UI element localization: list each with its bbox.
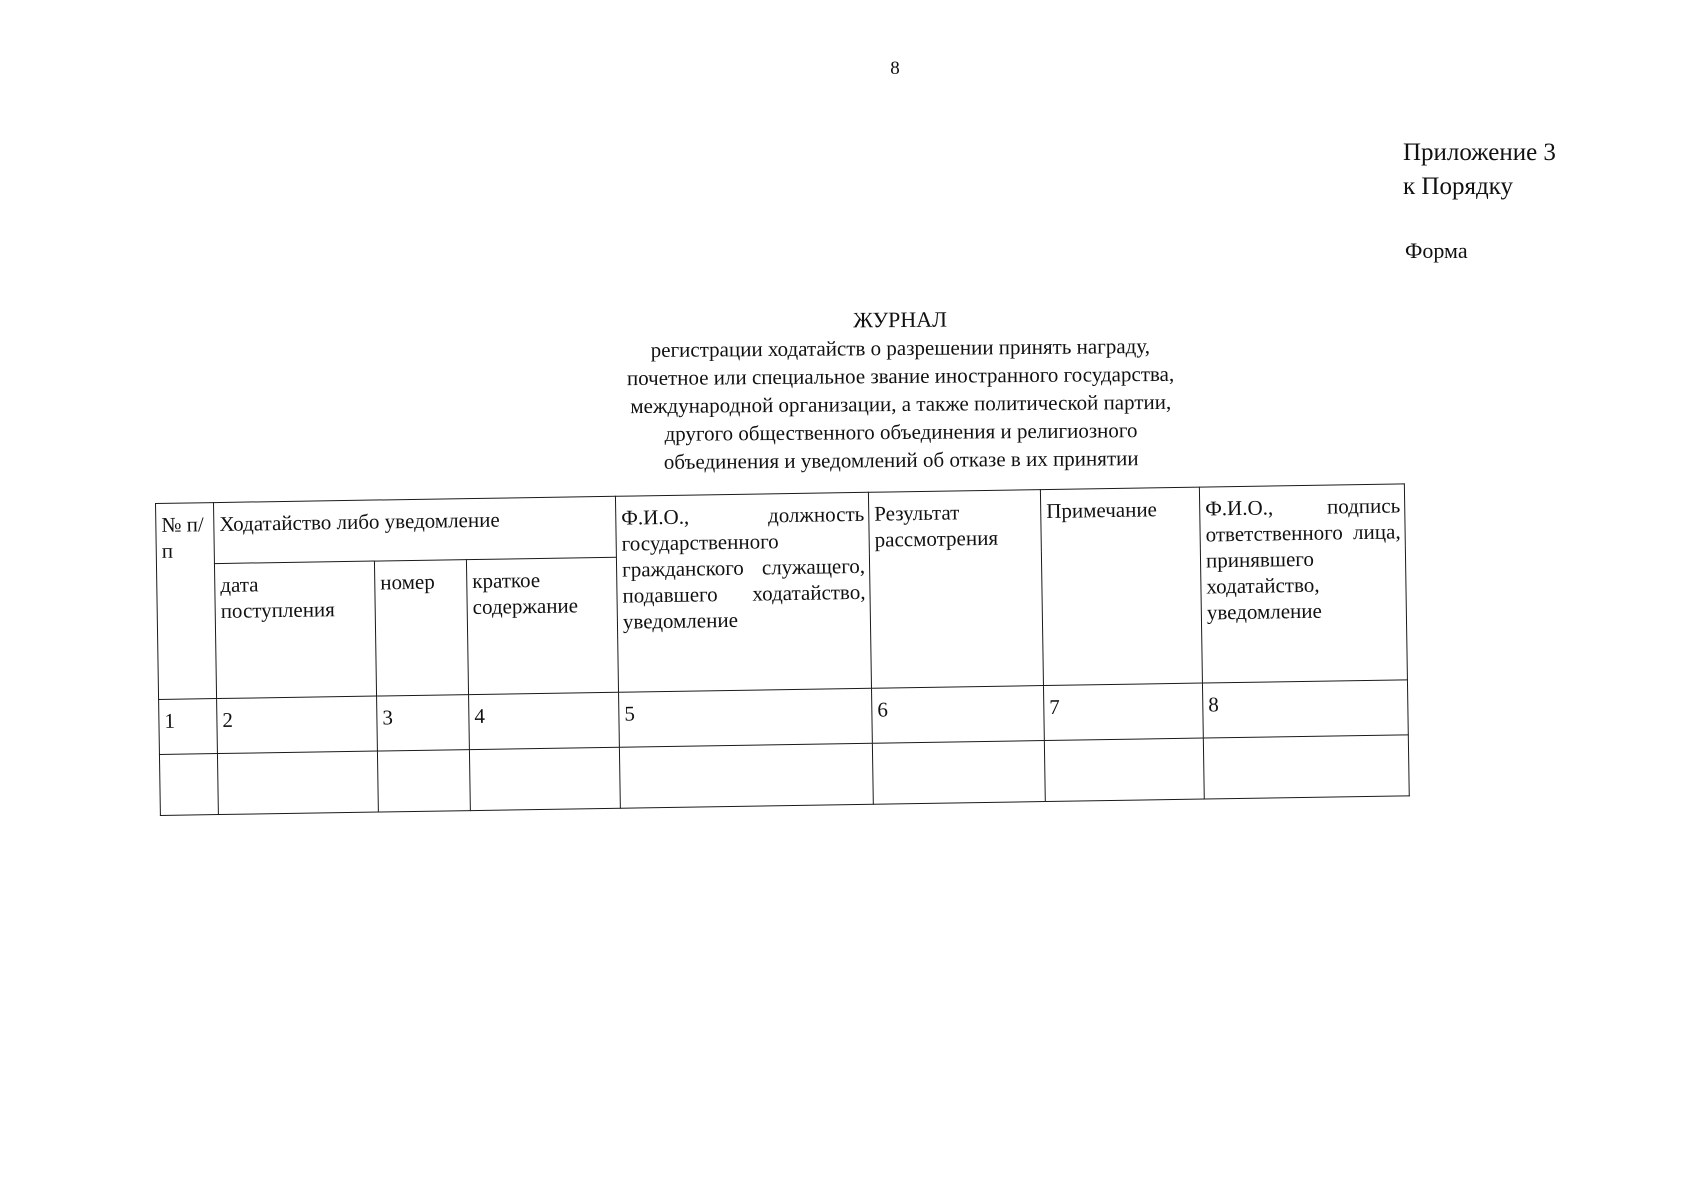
title-line: регистрации ходатайств о разрешении принять награду, [650,334,1151,362]
empty-cell [872,741,1045,805]
column-number: 8 [1202,680,1408,738]
appendix-line-2: к Порядку [1403,173,1513,200]
title-line: объединения и уведомлений об отказе в их принятии [663,446,1139,474]
header-date: дата поступления [214,561,376,698]
empty-cell [1203,735,1409,799]
empty-cell [217,751,378,815]
header-num: № п/п [156,503,217,700]
title-line: другого общественного объединения и религиозного [664,418,1138,446]
journal-table [155,483,1410,816]
header-petition-group: Ходатайство либо уведомление [214,496,617,563]
column-number: 6 [871,686,1044,744]
appendix-line-1: Приложение 3 [1403,139,1556,166]
header-applicant: Ф.И.О., должность государственного гражданского служащего, подавшего ходатайство, уведомление [615,492,871,692]
header-note: Примечание [1040,487,1202,685]
journal-table-wrapper [155,483,1410,816]
header-responsible: Ф.И.О., подпись ответственного лица, принявшего ходатайство, уведомление [1199,484,1407,683]
column-number: 2 [217,696,378,754]
title-line: международной организации, а также политической партии, [630,389,1172,419]
title-main: ЖУРНАЛ [853,306,948,333]
column-number: 5 [619,688,873,747]
column-number: 4 [469,692,620,749]
column-number: 3 [377,695,470,751]
empty-cell [377,750,470,812]
empty-cell [159,754,218,816]
title-line: почетное или специальное звание иностранного государства, [626,361,1175,391]
empty-cell [469,747,620,810]
form-label: Форма [1405,238,1468,263]
header-result: Результат рассмотрения [868,490,1043,689]
page-number: 8 [890,58,900,79]
appendix-label [1403,136,1556,204]
empty-cell [1044,738,1204,801]
column-number: 1 [159,699,218,755]
empty-cell [619,743,873,808]
header-number: номер [374,560,468,696]
header-row-1 [156,484,1406,565]
document-title [560,303,1241,476]
column-number: 7 [1043,683,1203,740]
header-summary: краткое содержание [466,557,618,694]
